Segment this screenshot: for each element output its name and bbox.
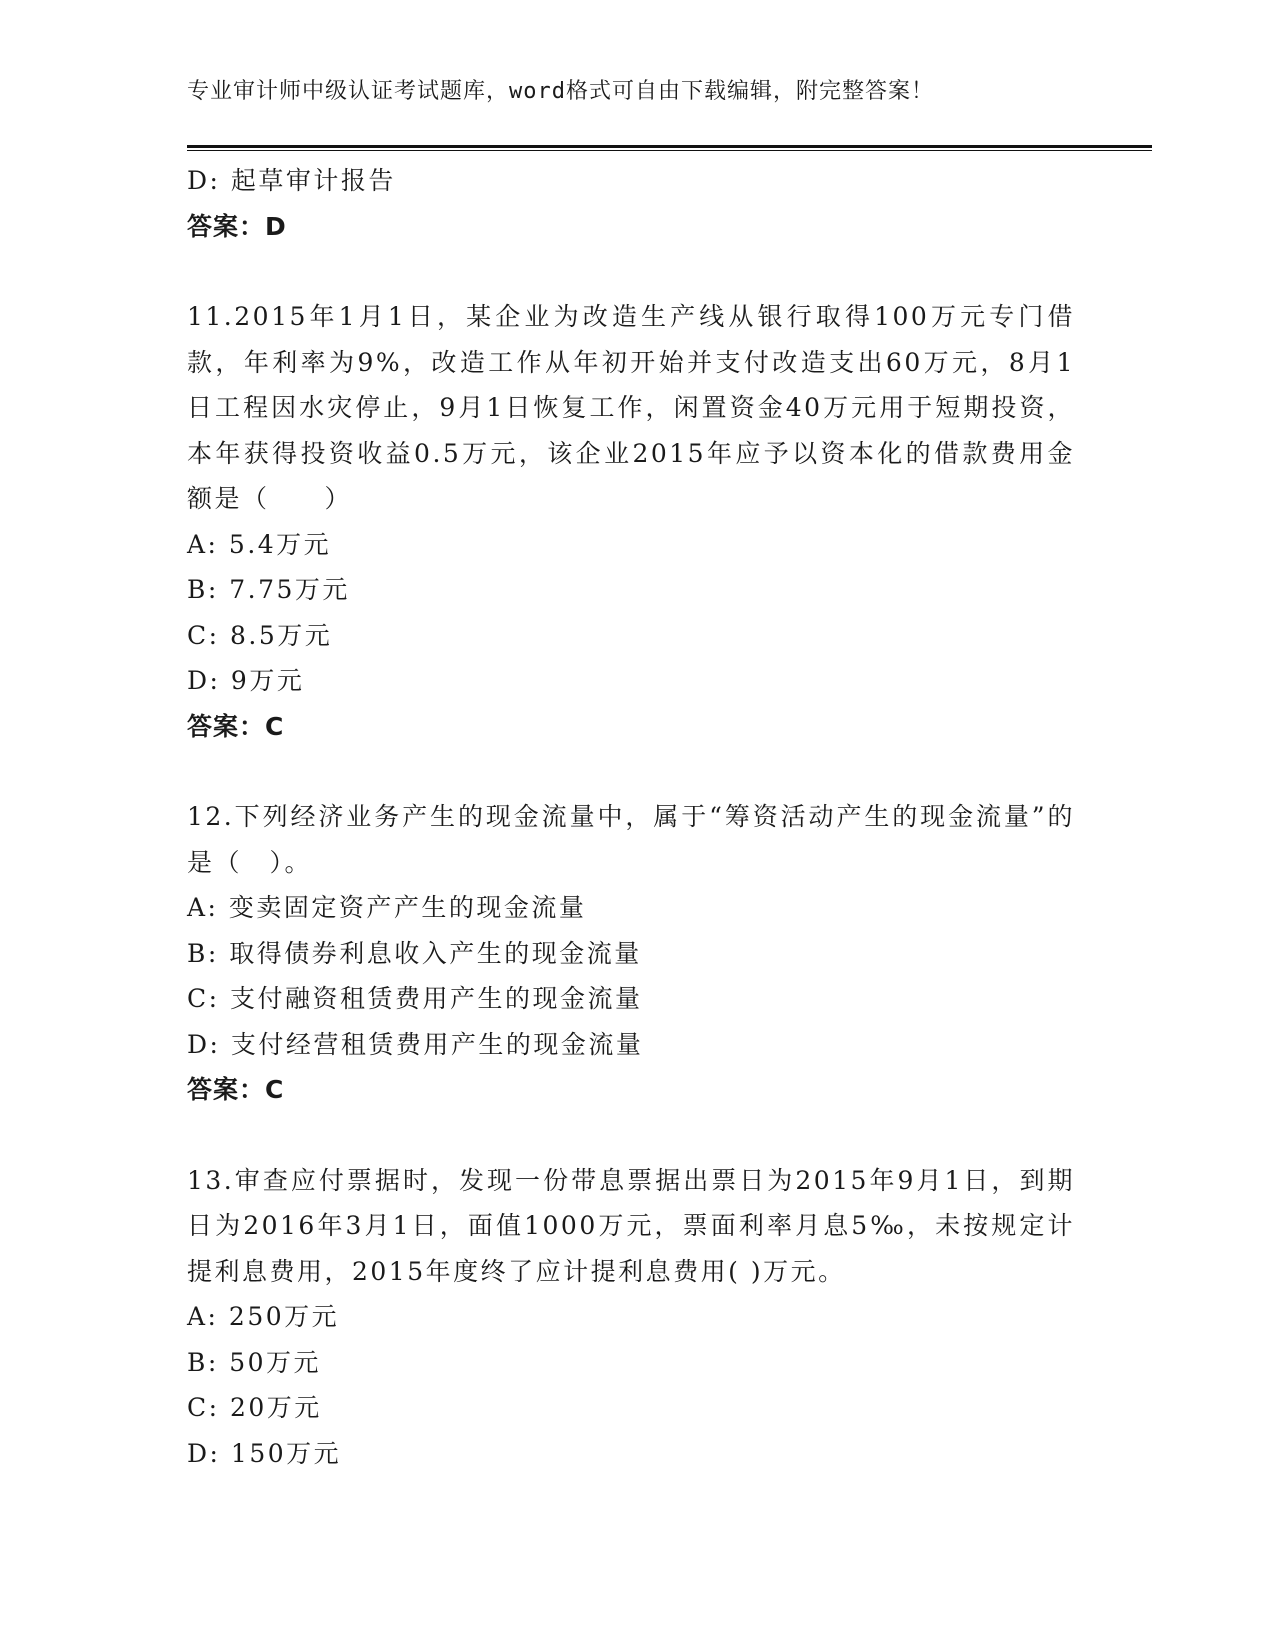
header-divider xyxy=(187,145,1152,148)
question-13-option-b: B: 50万元 xyxy=(187,1347,322,1377)
question-11-option-a: A: 5.4万元 xyxy=(187,529,332,559)
question-11-option-b: B: 7.75万元 xyxy=(187,575,350,604)
question-12-text: 12.下列经济业务产生的现金流量中，属于“筹资活动产生的现金流量”的是（ ）。 xyxy=(187,802,1075,877)
question-13-text: 13.审查应付票据时，发现一份带息票据出票日为2015年9月1日，到期日为2016年3月1日，面值1000万元，票面利率月息5‰，未按规定计提利息费用，2015年度终了应计提利息费用( )万元。 xyxy=(187,1165,1075,1286)
question-13-option-a: A: 250万元 xyxy=(187,1302,340,1331)
question-13-option-d: D: 150万元 xyxy=(187,1438,342,1468)
page-header: 专业审计师中级认证考试题库，word格式可自由下载编辑，附完整答案！ xyxy=(187,79,934,104)
answer: 答案：D xyxy=(187,211,287,241)
question-11-text: 11.2015年1月1日，某企业为改造生产线从银行取得100万元专门借款，年利率为9%，改造工作从年初开始并支付改造支出60万元，8月1日工程因水灾停止，9月1日恢复工作，闲置资金40万元用于短期投资，本年获得投资收益0.5万元，该企业2015年应予以资本化的借款费用金额是（ ） xyxy=(187,302,1075,513)
document-body xyxy=(187,158,1087,1476)
question-11-option-d: D: 9万元 xyxy=(187,666,305,695)
question-13-option-c: C: 20万元 xyxy=(187,1393,322,1422)
question-11-answer: 答案：C xyxy=(187,711,285,741)
option-d: D: 起草审计报告 xyxy=(187,166,396,195)
question-12-option-c: C: 支付融资租赁费用产生的现金流量 xyxy=(187,984,643,1013)
question-11-option-c: C: 8.5万元 xyxy=(187,620,333,650)
header-divider-thin xyxy=(187,150,1152,151)
question-12-option-d: D: 支付经营租赁费用产生的现金流量 xyxy=(187,1029,644,1059)
question-12-option-b: B: 取得债券利息收入产生的现金流量 xyxy=(187,938,642,968)
question-12-answer: 答案：C xyxy=(187,1075,285,1104)
question-12-option-a: A: 变卖固定资产产生的现金流量 xyxy=(187,893,587,922)
